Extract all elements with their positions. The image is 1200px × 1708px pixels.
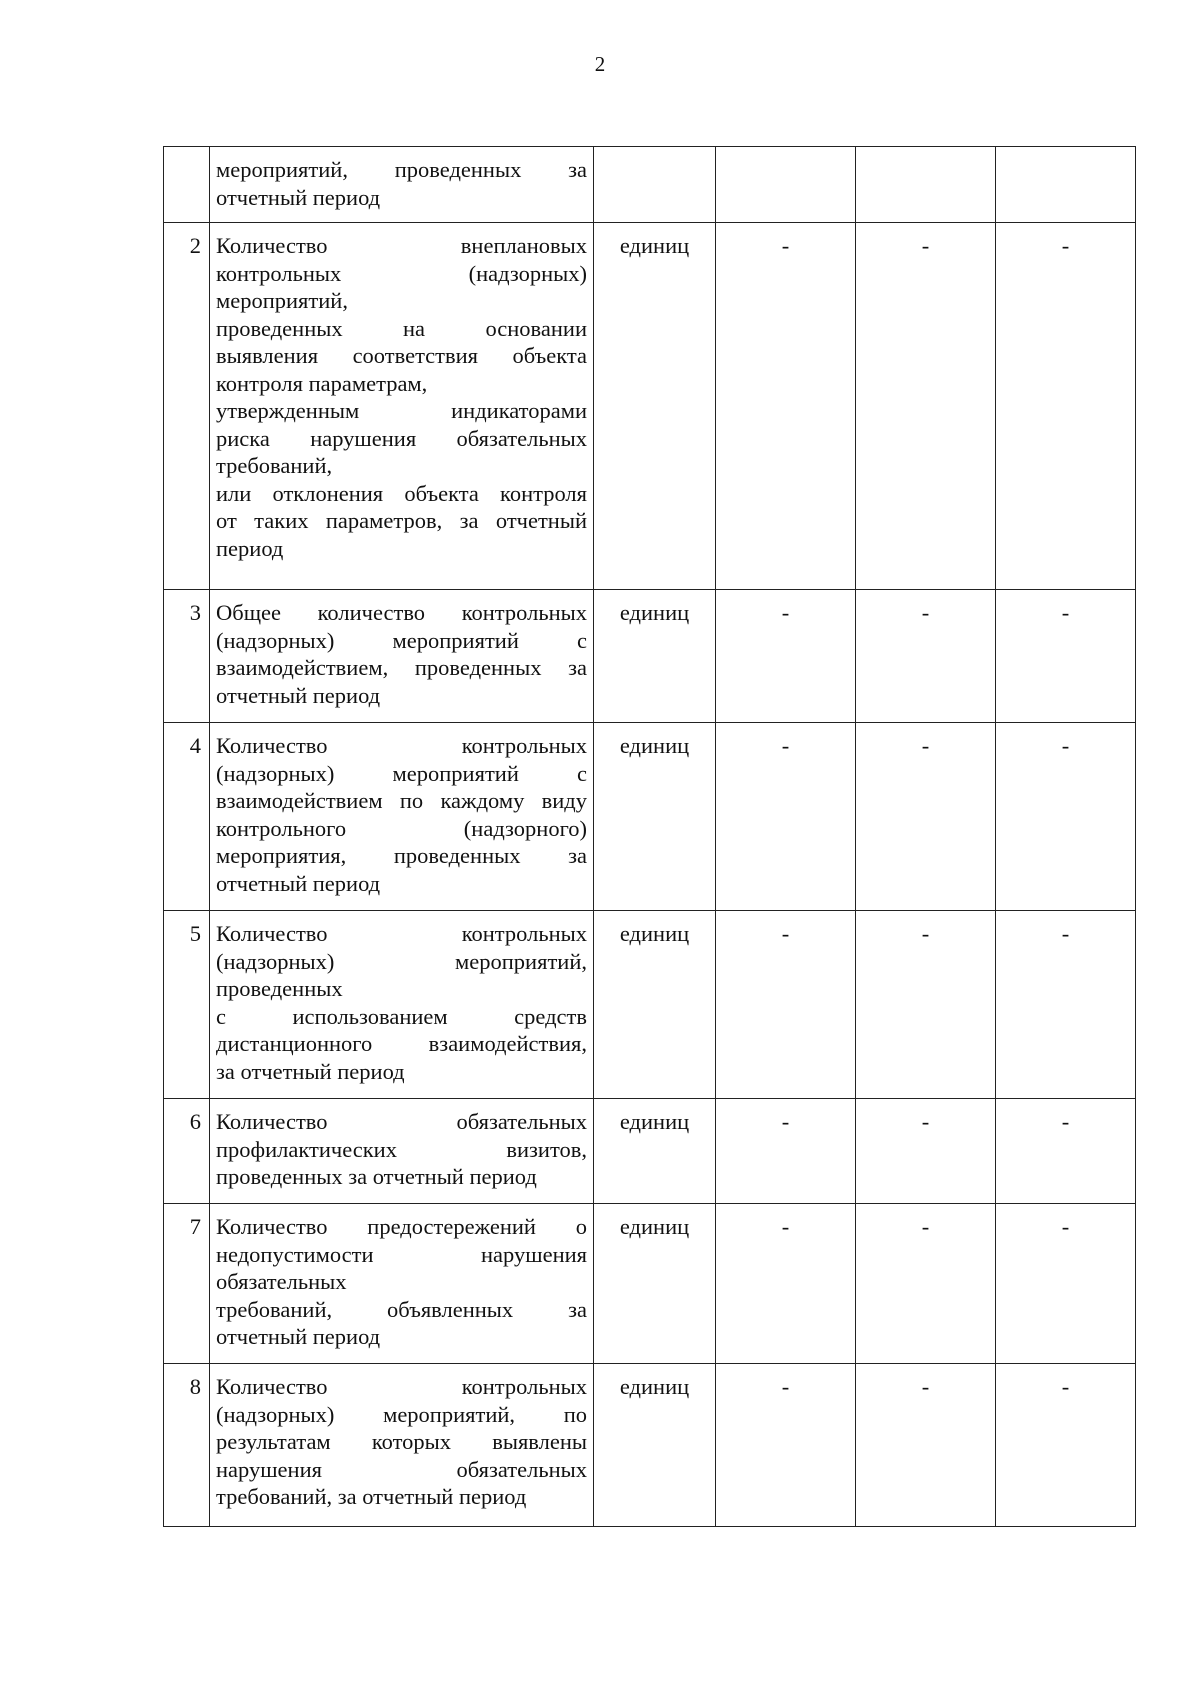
- value-cell: -: [856, 1204, 996, 1364]
- indicator-description: [210, 147, 594, 223]
- value-cell: -: [716, 911, 856, 1099]
- description-line: контрольных (надзорных): [216, 260, 587, 286]
- description-line: мероприятий, проведенных за: [216, 157, 587, 182]
- description-line: (надзорных) мероприятий с: [216, 760, 587, 786]
- description-line: проведенных за отчетный период: [216, 1164, 537, 1189]
- table-row: [164, 1364, 1136, 1527]
- description-line: (надзорных) мероприятий,: [216, 948, 587, 974]
- row-number: 3: [164, 590, 210, 723]
- description-line: требований, объявленных за: [216, 1296, 587, 1322]
- description-line: отчетный период: [216, 1324, 381, 1349]
- row-number: 5: [164, 911, 210, 1099]
- description-line: Количество контрольных: [216, 1374, 587, 1399]
- description-line: Количество внеплановых: [216, 233, 587, 258]
- description-line: риска нарушения обязательных: [216, 425, 587, 451]
- indicator-description: [210, 1204, 594, 1364]
- row-number: 4: [164, 723, 210, 911]
- row-number: 6: [164, 1099, 210, 1204]
- indicator-description: [210, 911, 594, 1099]
- table-row: [164, 723, 1136, 911]
- description-line: Количество обязательных: [216, 1109, 587, 1134]
- unit-cell: единиц: [594, 1204, 716, 1364]
- description-line: результатам которых выявлены: [216, 1429, 587, 1454]
- description-line: или отклонения объекта контроля: [216, 480, 587, 506]
- description-line: выявления соответствия объекта: [216, 343, 587, 368]
- description-line: требований, за отчетный период: [216, 1484, 527, 1509]
- unit-cell: единиц: [594, 1364, 716, 1527]
- description-line: с использованием средств: [216, 1003, 587, 1029]
- description-line: проведенных: [216, 976, 343, 1001]
- description-line: (надзорных) мероприятий, по: [216, 1401, 587, 1427]
- description-line: период: [216, 535, 284, 561]
- value-cell: -: [996, 223, 1136, 590]
- value-cell: -: [856, 590, 996, 723]
- value-cell: -: [716, 723, 856, 911]
- indicator-description: [210, 1364, 594, 1527]
- description-line: контрольного (надзорного): [216, 815, 587, 841]
- value-cell: -: [856, 723, 996, 911]
- unit-cell: единиц: [594, 590, 716, 723]
- description-line: мероприятия, проведенных за: [216, 843, 587, 868]
- description-line: от таких параметров, за отчетный: [216, 508, 587, 533]
- description-line: требований,: [216, 453, 333, 478]
- description-line: утвержденным индикаторами: [216, 398, 587, 423]
- row-number: [164, 147, 210, 223]
- indicator-description: [210, 223, 594, 590]
- row-number: 2: [164, 223, 210, 590]
- description-line: отчетный период: [216, 184, 381, 210]
- table-row: [164, 223, 1136, 590]
- table-body: [164, 147, 1136, 1527]
- unit-cell: единиц: [594, 723, 716, 911]
- indicator-description: [210, 590, 594, 723]
- value-cell: [716, 147, 856, 223]
- page-number: 2: [594, 52, 606, 76]
- indicator-description: [210, 1099, 594, 1204]
- value-cell: -: [716, 1099, 856, 1204]
- description-line: Общее количество контрольных: [216, 600, 587, 625]
- description-line: Количество контрольных: [216, 733, 587, 758]
- row-number: 8: [164, 1364, 210, 1527]
- table-row: [164, 1099, 1136, 1204]
- value-cell: -: [996, 1364, 1136, 1527]
- value-cell: -: [996, 1099, 1136, 1204]
- table-row: [164, 911, 1136, 1099]
- description-line: взаимодействием по каждому виду: [216, 788, 587, 813]
- indicators-table: [163, 146, 1136, 1527]
- value-cell: -: [856, 911, 996, 1099]
- description-line: взаимодействием, проведенных за: [216, 655, 587, 680]
- value-cell: -: [856, 1099, 996, 1204]
- table-row: [164, 147, 1136, 223]
- description-line: недопустимости нарушения: [216, 1241, 587, 1267]
- description-line: отчетный период: [216, 870, 381, 896]
- unit-cell: единиц: [594, 223, 716, 590]
- value-cell: -: [856, 223, 996, 590]
- value-cell: -: [716, 223, 856, 590]
- description-line: мероприятий,: [216, 288, 348, 313]
- value-cell: -: [996, 1204, 1136, 1364]
- value-cell: -: [996, 911, 1136, 1099]
- value-cell: [856, 147, 996, 223]
- description-line: нарушения обязательных: [216, 1456, 587, 1482]
- description-line: проведенных на основании: [216, 315, 587, 341]
- table-row: [164, 1204, 1136, 1364]
- row-number: 7: [164, 1204, 210, 1364]
- unit-cell: [594, 147, 716, 223]
- value-cell: -: [716, 1364, 856, 1527]
- description-line: отчетный период: [216, 682, 381, 708]
- table-row: [164, 590, 1136, 723]
- description-line: дистанционного взаимодействия,: [216, 1031, 587, 1056]
- unit-cell: единиц: [594, 1099, 716, 1204]
- description-line: контроля параметрам,: [216, 370, 428, 396]
- description-line: за отчетный период: [216, 1058, 405, 1084]
- description-line: обязательных: [216, 1269, 347, 1294]
- value-cell: -: [716, 1204, 856, 1364]
- description-line: Количество контрольных: [216, 921, 587, 946]
- description-line: Количество предостережений о: [216, 1214, 587, 1239]
- value-cell: -: [996, 723, 1136, 911]
- description-line: профилактических визитов,: [216, 1136, 587, 1162]
- indicator-description: [210, 723, 594, 911]
- unit-cell: единиц: [594, 911, 716, 1099]
- value-cell: -: [856, 1364, 996, 1527]
- value-cell: [996, 147, 1136, 223]
- value-cell: -: [996, 590, 1136, 723]
- value-cell: -: [716, 590, 856, 723]
- description-line: (надзорных) мероприятий с: [216, 627, 587, 653]
